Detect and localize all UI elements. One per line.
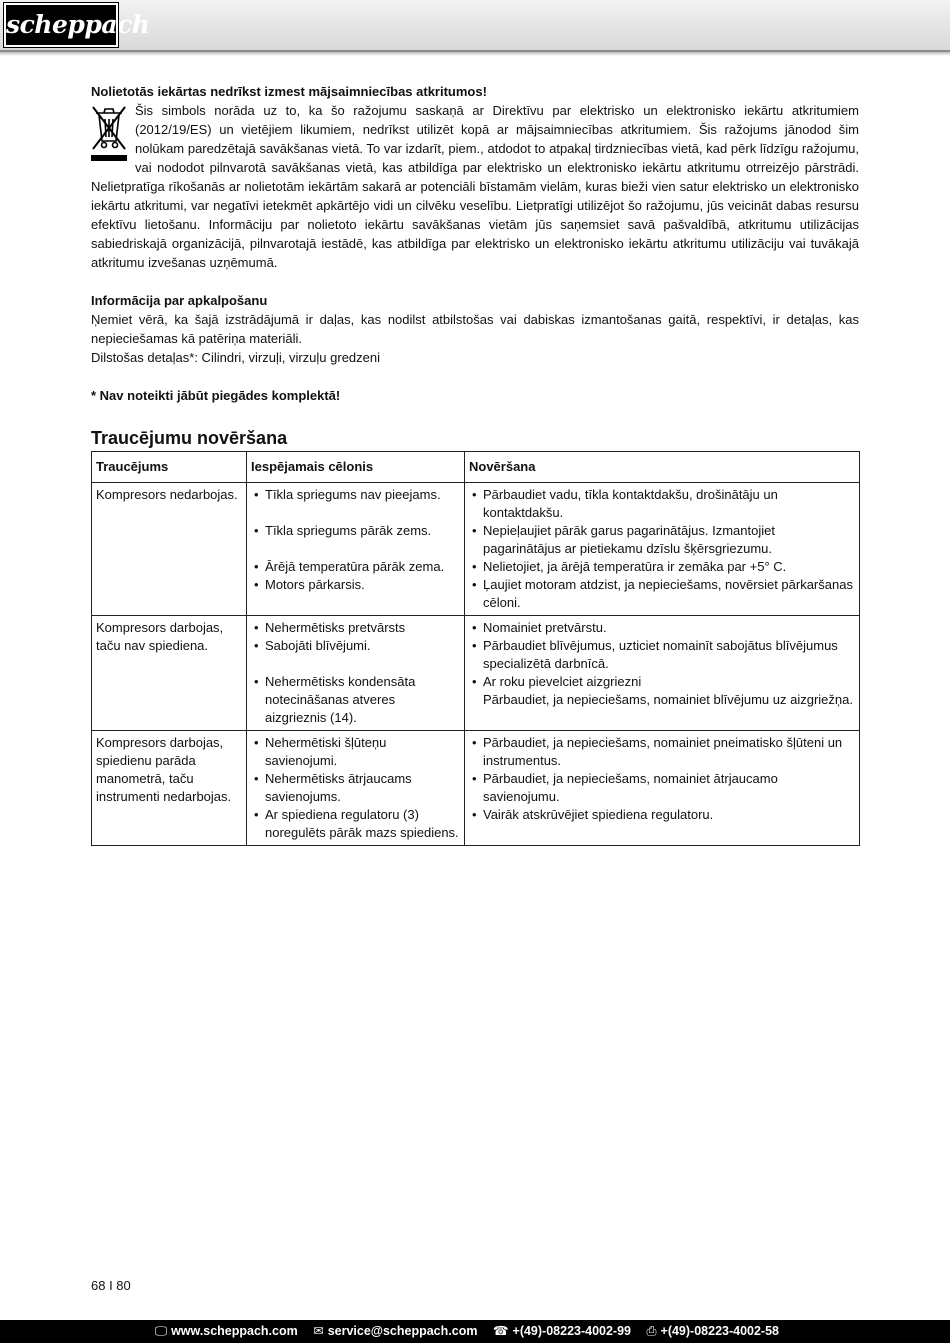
remedy-item: • Pārbaudiet blīvējumus, uzticiet nomainīt sabojātus blīvējumus specializētā darbnīcā. [469,637,855,673]
page-content [91,82,859,846]
cause-item: • Nehermētisks kondensāta notecināšanas atveres aizgrieznis (14). [251,673,460,727]
remedy-item: • Nelietojiet, ja ārējā temperatūra ir zemāka par +5° C. [469,558,855,576]
table-row [92,483,860,616]
header-shadow [0,52,950,56]
cause-item: • Tīkla spriegums pārāk zems. [251,522,460,540]
delivery-footnote: * Nav noteikti jābūt piegādes komplektā! [91,388,341,403]
column-header-cause: Iespējamais cēlonis [247,452,465,483]
cause-item: • Ar spiediena regulatoru (3) noregulēts pārāk mazs spiediens. [251,806,460,842]
bin-underline-bar [91,155,127,161]
email-link[interactable]: service@scheppach.com [327,1324,478,1338]
cause-item: • Ārējā temperatūra pārāk zema. [251,558,460,576]
cause-item: • Motors pārkarsis. [251,576,460,594]
crossed-bin-icon [91,103,127,161]
cause-item: • Nehermētisks pretvārsts [251,619,460,637]
remedy-item: • Nepieļaujiet pārāk garus pagarinātājus. Izmantojiet pagarinātājus ar pietiekamu dzīslu šķērsgriezumu. [469,522,855,558]
cause-cell [247,483,465,616]
computer-icon: 🖵︎ [155,1324,168,1338]
remedy-item: • Pārbaudiet, ja nepieciešams, nomainiet pneimatisko šļūteni un instrumentus. [469,734,855,770]
scheppach-logo: scheppach [4,3,118,47]
disposal-heading: Nolietotās iekārtas nedrīkst izmest mājsaimniecības atkritumos! [91,84,487,99]
cause-item: • Nehermētiski šļūteņu savienojumi. [251,734,460,770]
fault-cell: Kompresors darbojas, spiedienu parāda manometrā, taču instrumenti nedarbojas. [92,731,247,846]
wear-parts-line: Dilstošas detaļas*: Cilindri, virzuļi, virzuļu gredzeni [91,350,380,365]
remedy-cell [465,483,860,616]
column-header-fault: Traucējums [92,452,247,483]
disposal-paragraph: Šis simbols norāda uz to, ka šo ražojumu saskaņā ar Direktīvu par elektrisko un elektronisko iekārtu atkritumiem (2012/19/ES) un vietējiem likumiem, nedrīkst utilizēt kopā ar mājsaimniecības atkritumiem. Šis ražojums jānodod šim nolūkam paredzētajā savākšanas vietā. To var izdarīt, piem., atdodot to atpakaļ tirdzniecības vietā, kad pērk līdzīgu ražojumu, vai nododot pilnvarotā savākšanas vietā, kas atbildīga par elektrisko un elektronisko iekārtu atkritumu otrreizējo pārstrādi. Nelietpratīga rīkošanās ar nolietotām iekārtām sakarā ar potenciāli bīstamām vielām, kuras bieži vien satur elektrisko un elektronisko iekārtu atkritumi, var negatīvi ietekmēt apkārtējo vidi un cilvēku veselību. Lietpratīgi utilizējot šo ražojumu, jūs veicināt dabas resursu efektīvu lietošanu. Informāciju par nolietoto iekārtu savākšanas vietām jūs saņemsiet savā pašvaldībā, atkritumu utilizācijas sabiedriskajā organizācijā, pilnvarotajā iestādē, kas atbildīga par elektrisko un elektronisko iekārtu atkritumu utilizāciju vai tuvākajā atkritumu izvešanas uzņēmumā. [91,103,859,270]
remedy-item: • Pārbaudiet, ja nepieciešams, nomainiet ātrjaucamo savienojumu. [469,770,855,806]
cause-item: • Sabojāti blīvējumi. [251,637,460,655]
cause-cell [247,731,465,846]
fault-cell: Kompresors nedarbojas. [92,483,247,616]
disposal-section [91,101,859,272]
remedy-item: • Vairāk atskrūvējiet spiediena regulatoru. [469,806,855,824]
table-row [92,616,860,731]
fault-cell: Kompresors darbojas, taču nav spiediena. [92,616,247,731]
remedy-cell [465,731,860,846]
cause-cell [247,616,465,731]
cause-item: • Nehermētisks ātrjaucams savienojums. [251,770,460,806]
column-header-remedy: Novēršana [465,452,860,483]
envelope-icon: ✉︎ [313,1324,324,1338]
footer-bar [0,1320,950,1343]
fax-number: +(49)-08223-4002-58 [660,1324,780,1338]
cause-item: • Tīkla spriegums nav pieejams. [251,486,460,504]
header-bar [0,0,950,52]
remedy-item: • Nomainiet pretvārstu. [469,619,855,637]
table-row [92,731,860,846]
service-paragraph: Ņemiet vērā, ka šajā izstrādājumā ir daļas, kas nodilst atbilstošas vai dabiskas izmantošanas gaitā, respektīvi, ir detaļas, kas nepieciešamas kā patēriņa materiāli. [91,312,859,346]
remedy-cell [465,616,860,731]
phone-number: +(49)-08223-4002-99 [512,1324,632,1338]
table-header-row [92,452,860,483]
website-link[interactable]: www.scheppach.com [171,1324,298,1338]
troubleshooting-title: Traucējumu novēršana [91,428,288,448]
remedy-item-continuation: Pārbaudiet, ja nepieciešams, nomainiet blīvējumu uz aizgriežņa. [483,692,853,707]
remedy-item: • Ar roku pievelciet aizgriezni [469,673,855,691]
remedy-item: • Pārbaudiet vadu, tīkla kontaktdakšu, drošinātāju un kontaktdakšu. [469,486,855,522]
service-heading: Informācija par apkalpošanu [91,293,268,308]
troubleshooting-table [91,451,860,846]
page-number: 68 I 80 [91,1278,131,1293]
phone-icon: ☎︎ [492,1324,509,1338]
remedy-item: • Ļaujiet motoram atdzist, ja nepieciešams, novērsiet pārkaršanas cēloni. [469,576,855,612]
fax-icon: ⎙ [646,1324,657,1338]
